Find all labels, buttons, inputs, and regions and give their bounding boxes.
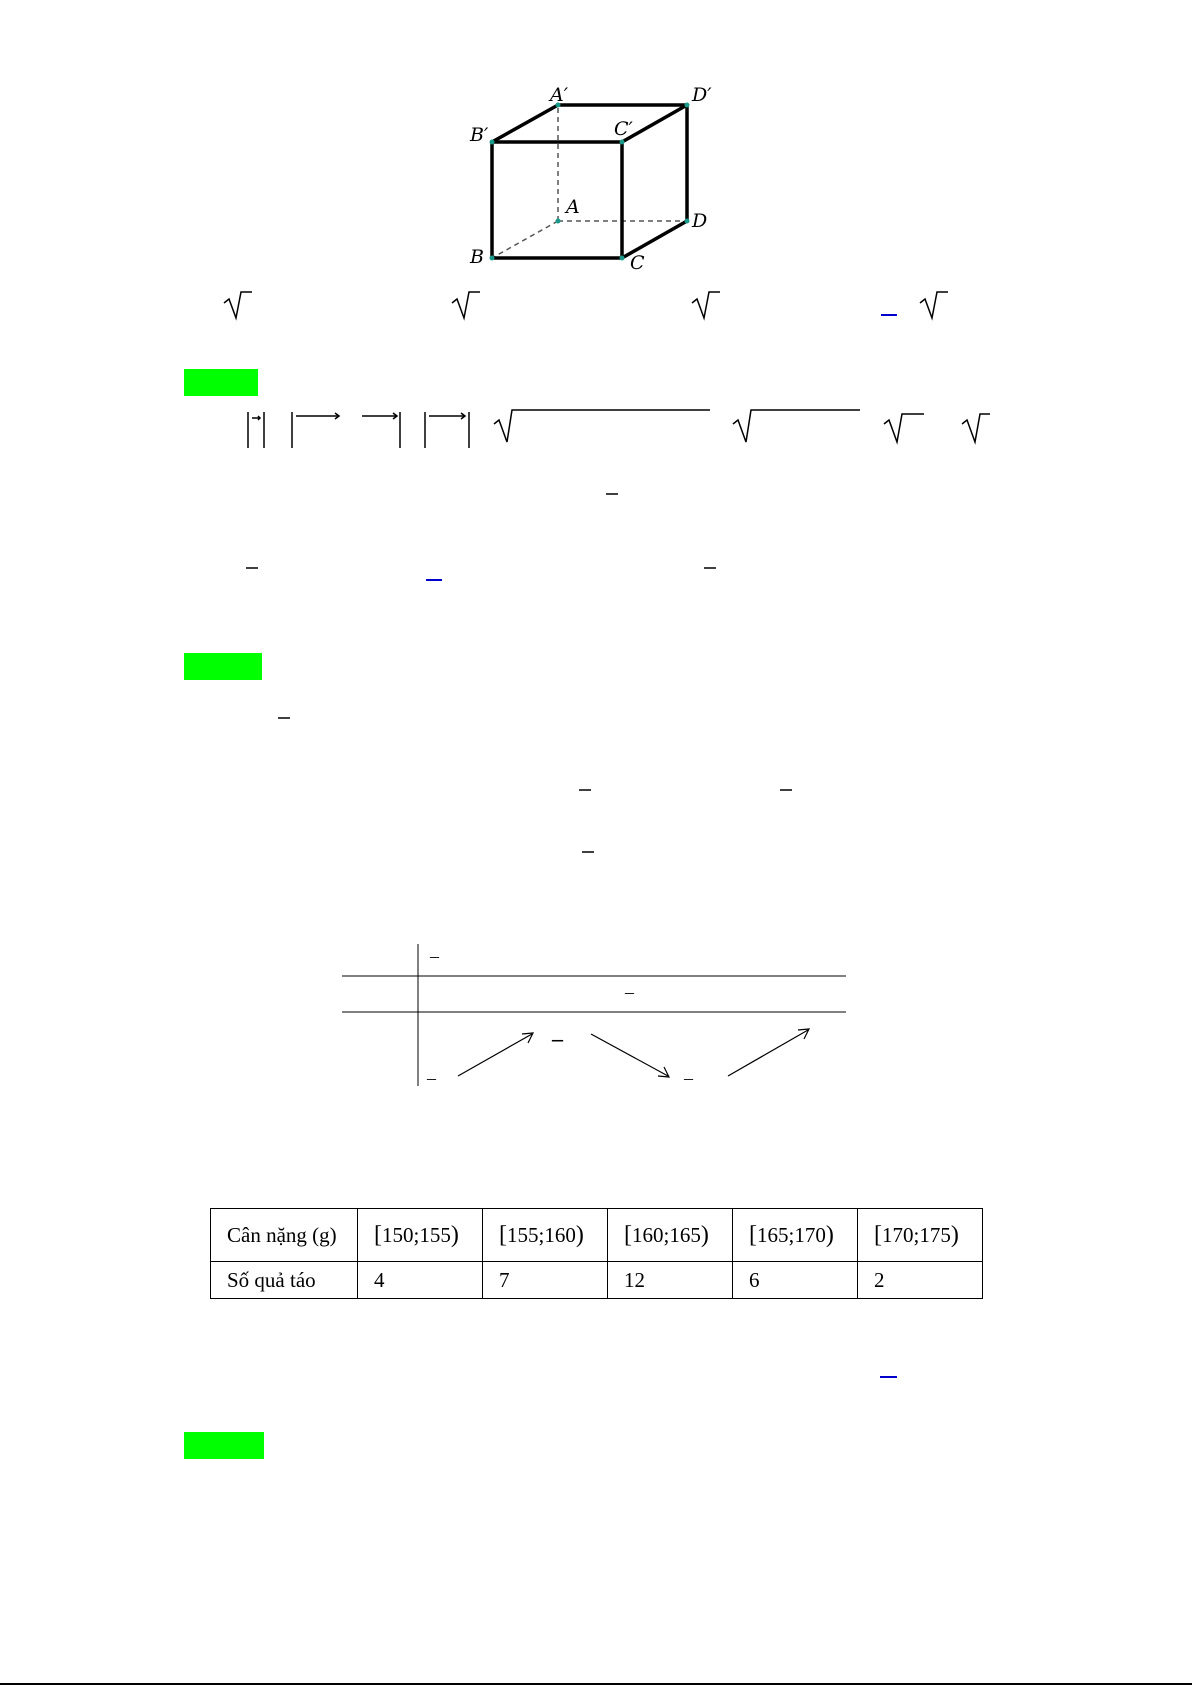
- table-header-label: Cân nặng (g): [211, 1209, 358, 1262]
- edge-a-b: [492, 221, 558, 258]
- apple-weight-table: [210, 1208, 983, 1299]
- variation-table: [340, 940, 850, 1090]
- interval-cell: [155;160): [483, 1209, 608, 1262]
- interval-cell: [160;165): [608, 1209, 733, 1262]
- blue-underline: [870, 1370, 900, 1380]
- count-cell: 4: [358, 1262, 483, 1299]
- interval-cell: [170;175): [858, 1209, 983, 1262]
- formula-vector-magnitude: [0, 400, 1192, 450]
- cube-figure: [450, 80, 740, 280]
- answer-highlight-2: [184, 653, 262, 680]
- label-a-prime: A′: [550, 84, 569, 106]
- count-cell: 7: [483, 1262, 608, 1299]
- table-header-row: [211, 1209, 983, 1262]
- vt-minus-3: –: [552, 1026, 563, 1051]
- vt-minus-4: –: [427, 1068, 436, 1088]
- label-d: D: [692, 210, 708, 232]
- interval-cell: [150;155): [358, 1209, 483, 1262]
- label-a: A: [566, 196, 580, 218]
- vt-minus-1: –: [430, 946, 439, 966]
- fraction-bars: [0, 480, 1192, 860]
- answer-highlight-1: [184, 369, 258, 396]
- label-b-prime: B′: [470, 124, 489, 146]
- table-row: [211, 1262, 983, 1299]
- vt-minus-2: –: [625, 982, 634, 1002]
- count-cell: 12: [608, 1262, 733, 1299]
- row-label: Số quả táo: [211, 1262, 358, 1299]
- label-c: C: [630, 252, 645, 274]
- face-top: [492, 105, 687, 142]
- label-d-prime: D′: [692, 84, 712, 106]
- label-b: B: [470, 246, 484, 268]
- options-radicals: [0, 285, 1192, 325]
- count-cell: 2: [858, 1262, 983, 1299]
- face-front: [492, 142, 622, 258]
- vt-minus-5: –: [684, 1068, 693, 1088]
- count-cell: 6: [733, 1262, 858, 1299]
- interval-cell: [165;170): [733, 1209, 858, 1262]
- answer-highlight-3: [184, 1432, 264, 1459]
- label-c-prime: C′: [614, 118, 633, 140]
